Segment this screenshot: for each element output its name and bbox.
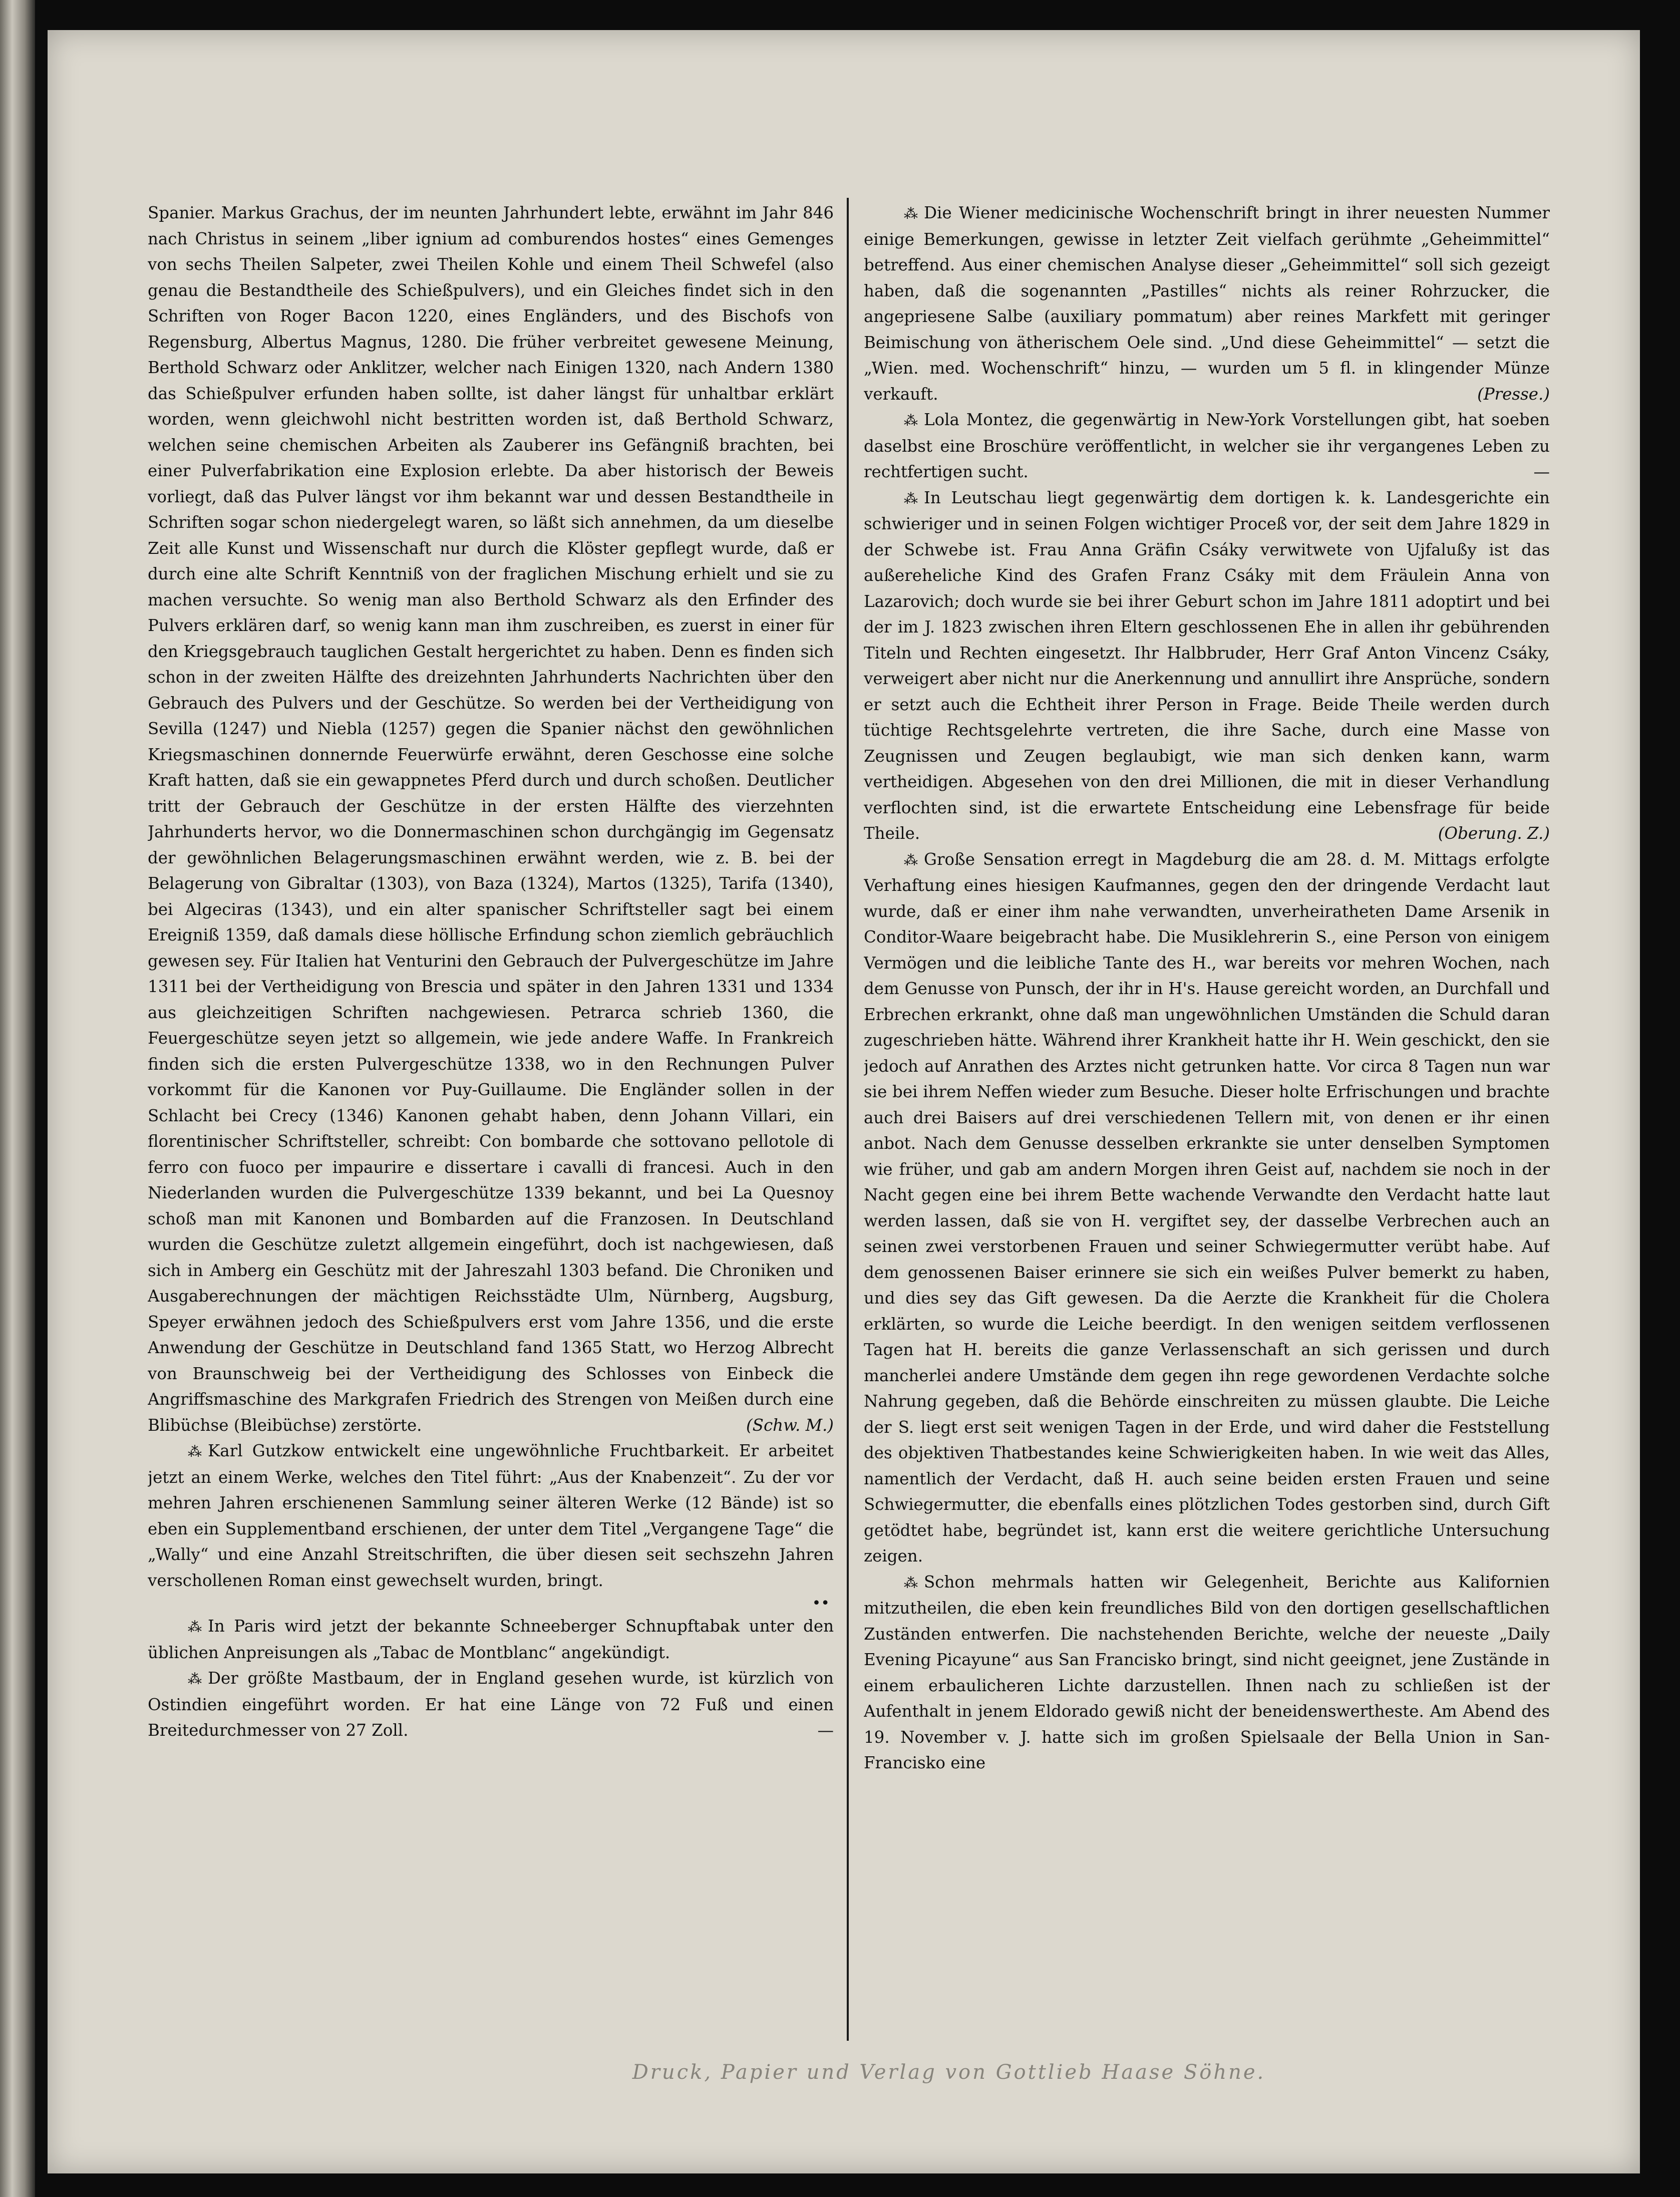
right-column: [864, 200, 1550, 2053]
column-divider: [847, 198, 849, 2041]
item-text: Der größte Mastbaum, der in England gesehen wurde, ist kürzlich von Ostindien eingeführt worden. Er hat eine Länge von 72 Fuß und einen Breitedurchmesser von 27 Zoll.: [148, 1669, 834, 1740]
newspaper-page: [48, 30, 1640, 2173]
imprint-footer: Druck, Papier und Verlag von Gottlieb Haase Söhne.: [632, 2061, 1266, 2084]
item-text: Große Sensation erregt in Magdeburg die am 28. d. M. Mittags erfolgte Verhaftung eines hiesigen Kaufmannes, gegen den der dringende Verdacht laut wurde, daß er einer ihm nahe verwandten, unverheiratheten Dame Arsenik in Conditor-Waare beigebracht habe. Die Musiklehrerin S., eine Person von einigem Vermögen und die leibliche Tante des H., war bereits vor mehren Wochen, nach dem Genusse von Punsch, der ihr in H's. Hause gereicht worden, an Durchfall und Erbrechen erkrankt, ohne daß man ungewöhnlichen Umständen die Schuld daran zugeschrieben hätte. Während ihrer Krankheit hatte ihr H. Wein geschickt, den sie jedoch auf Anrathen des Arztes nicht getrunken hatte. Vor circa 8 Tagen nun war sie bei ihrem Neffen wieder zum Besuche. Dieser holte Erfrischungen und brachte auch drei Baisers auf drei verschiedenen Tellern mit, von denen er ihr einen anbot. Nach dem Genusse desselben erkrankte sie unter denselben Symptomen wie früher, und gab am andern Morgen ihren Geist auf, nachdem sie noch in der Nacht gegen eine bei ihrem Bette wachende Verwandte den Verdacht hatte laut werden lassen, daß sie von H. vergiftet sey, der dasselbe Verbrechen auch an seinen zwei verstorbenen Frauen und seiner Schwiegermutter verübt habe. Auf dem genossenen Baiser erinnere sie sich ein weißes Pulver bemerkt zu haben, und dies sey das Gift gewesen. Da die Aerzte die Krankheit für die Cholera erklärten, so wurde die Leiche beerdigt. In den wenigen seitdem verflossenen Tagen hat H. bereits die ganze Verlassenschaft an sich gerissen und durch mancherlei andere Umstände dem gegen ihn rege gewordenen Verdachte solche Nahrung gegeben, daß die Behörde einschreiten zu müssen glaubte. Die Leiche der S. liegt erst seit wenigen Tagen in der Erde, und wird daher die Feststellung des objektiven Thatbestandes keine Schwierigkeiten haben. In wie weit das Alles, namentlich der Verdacht, daß H. auch seine beiden ersten Frauen und seine Schwiegermutter, die ebenfalls eines plötzlichen Todes gestorben sind, durch Gift getödtet habe, begründet ist, kann erst die weitere gerichtliche Untersuchung zeigen.: [864, 849, 1550, 1565]
asterism-icon: ⁂: [188, 1619, 203, 1635]
item-text: Lola Montez, die gegenwärtig in New-York Vorstellungen gibt, hat soeben daselbst eine Broschüre veröffentlicht, in welcher sie ihr vergangenes Leben zu rechtfertigen sucht.: [864, 410, 1550, 481]
asterism-icon: ⁂: [904, 412, 919, 429]
asterism-icon: ⁂: [904, 1574, 919, 1591]
news-item: [864, 1570, 1550, 1776]
source-citation: (Presse.): [1477, 384, 1550, 404]
separator-dots: ••: [812, 1595, 830, 1612]
asterism-icon: ⁂: [904, 205, 919, 222]
news-item: [148, 1614, 834, 1666]
item-text: In Leutschau liegt gegenwärtig dem dortigen k. k. Landesgerichte ein schwieriger und in seinen Folgen wichtiger Proceß vor, der seit dem Jahre 1829 in der Schwebe ist. Frau Anna Gräfin Csáky verwitwete von Ujfalußy ist das außereheliche Kind des Grafen Franz Csáky mit dem Fräulein Anna von Lazarovich; doch wurde sie bei ihrer Geburt schon im Jahre 1811 adoptirt und bei der im J. 1823 zwischen ihren Eltern geschlossenen Ehe in allen ihr gebührenden Titeln und Rechten eingesetzt. Ihr Halbbruder, Herr Graf Anton Vincenz Csáky, verweigert aber nicht nur die Anerkennung und annullirt ihre Ansprüche, sondern er setzt auch die Echtheit ihrer Person in Frage. Beide Theile werden durch tüchtige Rechtsgelehrte vertreten, die ihre Sache, durch eine Masse von Zeugnissen und Zeugen beglaubigt, wie man sich denken kann, warm vertheidigen. Abgesehen von den drei Millionen, die mit in dieser Verhandlung verflochten sind, ist die erwartete Entscheidung eine Lebensfrage für beide Theile.: [864, 488, 1550, 843]
source-citation: (Schw. M.): [746, 1415, 834, 1435]
news-item: [148, 1438, 834, 1594]
news-item: [864, 847, 1550, 1570]
left-column: [148, 200, 834, 2053]
news-item: [148, 1666, 834, 1744]
item-text: Spanier. Markus Grachus, der im neunten Jahrhundert lebte, erwähnt im Jahr 846 nach Christus in seinem „liber ignium ad comburendos hostes“ eines Gemenges von sechs Theilen Salpeter, zwei Theilen Kohle und einem Theil Schwefel (also genau die Bestandtheile des Schießpulvers), und ein Gleiches findet sich in den Schriften von Roger Bacon 1220, eines Engländers, und des Bischofs von Regensburg, Albertus Magnus, 1280. Die früher verbreitet gewesene Meinung, Berthold Schwarz oder Anklitzer, welcher nach Einigen 1320, nach Andern 1380 das Schießpulver erfunden haben sollte, ist daher längst für unhaltbar erklärt worden, wenn gleichwohl nicht bestritten worden ist, daß Berthold Schwarz, welchen seine chemischen Arbeiten als Zauberer ins Gefängniß brachten, bei einer Pulverfabrikation eine Explosion erlebte. Da aber historisch der Beweis vorliegt, daß das Pulver längst vor ihm bekannt war und dessen Bestandtheile in Schriften sogar schon niedergelegt waren, so läßt sich annehmen, da um dieselbe Zeit alle Kunst und Wissenschaft nur durch die Klöster gepflegt wurde, daß er durch eine alte Schrift Kenntniß von der fraglichen Mischung erhielt und sie zu machen versuchte. So wenig man also Berthold Schwarz als den Erfinder des Pulvers erklären darf, so wenig kann man ihm zuschreiben, es zuerst in einer für den Kriegsgebrauch tauglichen Gestalt hergerichtet zu haben. Denn es finden sich schon in der zweiten Hälfte des dreizehnten Jahrhunderts Nachrichten über den Gebrauch des Pulvers und der Geschütze. So werden bei der Vertheidigung von Sevilla (1247) und Niebla (1257) gegen die Spanier nächst den gewöhnlichen Kriegsmaschinen donnernde Feuerwürfe erwähnt, deren Geschosse eine solche Kraft hatten, daß sie ein gewappnetes Pferd durch und durch schoßen. Deutlicher tritt der Gebrauch der Geschütze in der ersten Hälfte des vierzehnten Jahrhunderts hervor, wo die Donnermaschinen schon durchgängig im Gegensatz der gewöhnlichen Belagerungsmaschinen erwähnt werden, wie z. B. bei der Belagerung von Gibraltar (1303), von Baza (1324), Martos (1325), Tarifa (1340), bei Algeciras (1343), und ein alter spanischer Schriftsteller sagt bei einem Ereigniß 1359, daß damals diese höllische Erfindung schon ziemlich gebräuchlich gewesen sey. Für Italien hat Venturini den Gebrauch der Pulvergeschütze im Jahre 1311 bei der Vertheidigung von Brescia und später in den Jahren 1331 und 1334 aus gleichzeitigen Schriften nachgewiesen. Petrarca schrieb 1360, die Feuergeschütze seyen jetzt so allgemein, wie jede andere Waffe. In Frankreich finden sich die ersten Pulvergeschütze 1338, wo in den Rechnungen Pulver vorkommt für die Kanonen vor Puy-Guillaume. Die Engländer sollen in der Schlacht bei Crecy (1346) Kanonen gehabt haben, denn Johann Villari, ein florentinischer Schriftsteller, schreibt: Con bombarde che sottovano pellotole di ferro con fuoco per impaurire e dissertare i cavalli di francesi. Auch in den Niederlanden wurden die Pulvergeschütze 1339 bekannt, und bei La Quesnoy schoß man mit Kanonen und Bombarden auf die Franzosen. In Deutschland wurden die Geschütze zuletzt allgemein eingeführt, doch ist nachgewiesen, daß sich in Amberg ein Geschütz mit der Jahreszahl 1303 befand. Die Chroniken und Ausgaberechnungen der mächtigen Reichsstädte Ulm, Nürnberg, Augsburg, Speyer erwähnen jedoch des Schießpulvers erst vom Jahre 1356, und die erste Anwendung der Geschütze in Deutschland fand 1365 Statt, wo Herzog Albrecht von Braunschweig bei der Vertheidigung des Schlosses von Einbeck die Angriffsmaschine des Markgrafen Friedrich des Strengen von Meißen durch eine Blibüchse (Bleibüchse) zerstörte.: [148, 203, 834, 1435]
item-text: Die Wiener medicinische Wochenschrift bringt in ihrer neuesten Nummer einige Bemerkungen, gewisse in letzter Zeit vielfach gerühmte „Geheimmittel“ betreffend. Aus einer chemischen Analyse dieser „Geheimmittel“ soll sich gezeigt haben, daß die sogenannten „Pastilles“ nichts als reiner Rohrzucker, die angepriesene Salbe (auxiliary pommatum) aber reines Markfett mit geringer Beimischung von ätherischem Oele sind. „Und diese Geheimmittel“ — setzt die „Wien. med. Wochenschrift“ hinzu, — wurden um 5 fl. in klingender Münze verkauft.: [864, 203, 1550, 404]
book-spine-edge: [0, 0, 35, 2197]
end-dash: —: [817, 1721, 834, 1740]
asterism-icon: ⁂: [188, 1443, 203, 1460]
item-text: Schon mehrmals hatten wir Gelegenheit, Berichte aus Kalifornien mitzutheilen, die eben kein freundliches Bild von den dortigen gesellschaftlichen Zuständen entwerfen. Die nachstehenden Berichte, welche der neueste „Daily Evening Picayune“ aus San Francisko bringt, sind nicht geeignet, jene Zustände in einem erbaulicheren Lichte darzustellen. Ihnen nach zu schließen ist der Aufenthalt in jenem Eldorado gewiß nicht der beneidenswertheste. Am Abend des 19. November v. J. hatte sich im großen Spielsaale der Bella Union in San-Francisko eine: [864, 1572, 1550, 1772]
asterism-icon: ⁂: [904, 851, 919, 868]
news-item: [864, 200, 1550, 407]
news-item: [864, 407, 1550, 485]
source-citation: (Oberung. Z.): [1438, 824, 1550, 843]
article-continuation: [148, 200, 834, 1438]
end-dash: —: [1533, 462, 1550, 481]
item-text: In Paris wird jetzt der bekannte Schneeberger Schnupftabak unter den üblichen Anpreisungen als „Tabac de Montblanc“ angekündigt.: [148, 1617, 834, 1662]
asterism-icon: ⁂: [904, 490, 919, 507]
news-item: [864, 485, 1550, 847]
asterism-icon: ⁂: [188, 1671, 203, 1687]
item-text: Karl Gutzkow entwickelt eine ungewöhnliche Fruchtbarkeit. Er arbeitet jetzt an einem Werke, welches den Titel führt: „Aus der Knabenzeit“. Zu der vor mehren Jahren erschienenen Sammlung seiner älteren Werke (12 Bände) ist so eben ein Supplementband erschienen, der unter dem Titel „Vergangene Tage“ die „Wally“ und eine Anzahl Streitschriften, die über diesen seit sechszehn Jahren verschollenen Roman einst gewechselt wurden, bringt.: [148, 1441, 834, 1590]
